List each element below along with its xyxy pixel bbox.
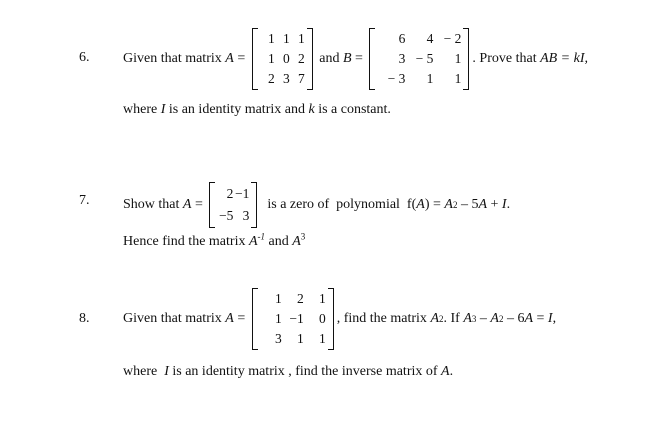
statement-text: is an identity matrix and (165, 102, 309, 117)
question-number: 7. (79, 193, 90, 208)
right-bracket (251, 182, 257, 228)
statement-text: Show that (123, 197, 183, 212)
right-bracket (463, 28, 469, 90)
statement-text: – 6 (503, 311, 525, 326)
statement-text: . Prove that (472, 51, 541, 66)
matrix-cell: 3 (398, 51, 406, 66)
matrix-row (377, 29, 461, 49)
matrix-cell: 2 (226, 186, 234, 201)
matrix-cell: 3 (242, 208, 250, 223)
matrix-cell: − 5 (415, 51, 434, 66)
matrix-cell: 1 (267, 31, 275, 46)
matrix-cell: 1 (297, 31, 305, 46)
matrix-cell: 4 (426, 31, 434, 46)
variable: A (430, 311, 439, 326)
matrix-cell: 1 (282, 31, 290, 46)
matrix-cell: − 2 (443, 31, 462, 46)
question-8-statement: Given that matrix A = 1 2 1 1 −1 0 3 1 1 , find the matrix A 2 . If A 3 – A 2 – 6 A = I , (123, 288, 556, 350)
matrix-row (217, 183, 249, 205)
matrix-cell: 7 (297, 71, 305, 86)
variable: A (463, 311, 472, 326)
matrix-variable: B (342, 51, 352, 66)
equation-text: AB = kI, (540, 51, 589, 66)
statement-text: + (487, 197, 502, 212)
matrix-cell: 0 (282, 51, 290, 66)
matrix-variable: A (225, 51, 234, 66)
statement-text: Hence find the matrix (123, 234, 249, 249)
matrix-row (377, 69, 461, 89)
matrix-cell: 1 (267, 51, 275, 66)
matrix-cell: −1 (234, 186, 250, 201)
exponent: 3 (300, 231, 306, 242)
matrix-row (260, 309, 326, 329)
variable: A (292, 234, 301, 249)
matrix-row (377, 49, 461, 69)
question-6-statement (123, 28, 588, 90)
equals-sign: = (191, 197, 207, 212)
matrix-cell: 1 (318, 291, 326, 306)
statement-text: = (533, 311, 548, 326)
variable: I (164, 364, 169, 379)
equals-sign: = (351, 51, 367, 66)
matrix-cell: 1 (454, 71, 462, 86)
matrix-cell: 1 (296, 331, 304, 346)
matrix-variable: A (225, 311, 234, 326)
matrix-row (260, 329, 326, 349)
variable: I (160, 102, 166, 117)
matrix-cell: 6 (398, 31, 406, 46)
variable: I (501, 197, 507, 212)
matrix-row (217, 205, 249, 227)
statement-text: – (476, 311, 491, 326)
statement-text: – 5 (457, 197, 479, 212)
statement-text: , (552, 311, 557, 326)
statement-text: where (123, 364, 165, 379)
matrix-cell: 0 (318, 311, 326, 326)
question-number: 8. (79, 311, 90, 326)
matrix-cell: 3 (282, 71, 290, 86)
matrix-row (260, 289, 326, 309)
statement-text: is a constant. (314, 102, 391, 117)
statement-text: and (265, 234, 293, 249)
statement-text: . If (443, 311, 464, 326)
statement-text: ) = (424, 197, 445, 212)
question-8-line-2 (123, 364, 453, 380)
question-7-statement: Show that A = 2 −1 −5 3 is a zero of polynomial f( A ) = A 2 – 5 A + I . (123, 182, 510, 228)
variable: A (416, 197, 425, 212)
statement-text: and (315, 51, 343, 66)
matrix-cell: 2 (267, 71, 275, 86)
matrix-a (252, 288, 334, 350)
variable: A (441, 364, 450, 379)
matrix-cell: 2 (296, 291, 304, 306)
question-number: 6. (79, 50, 90, 65)
matrix-row (260, 69, 305, 89)
variable: A (444, 197, 453, 212)
matrix-variable: A (182, 197, 192, 212)
statement-text: Given that matrix (123, 51, 226, 66)
matrix-cell: −5 (218, 208, 234, 223)
variable: A (478, 197, 488, 212)
matrix-a (252, 28, 313, 90)
variable: I (547, 311, 553, 326)
question-7-line-2 (123, 231, 306, 250)
equals-sign: = (233, 311, 249, 326)
matrix-cell: 2 (297, 51, 305, 66)
matrix-cell: 1 (274, 311, 282, 326)
variable: A (490, 311, 499, 326)
matrix-cell: 1 (454, 51, 462, 66)
matrix-cell: 1 (318, 331, 326, 346)
matrix-cell: 1 (426, 71, 434, 86)
matrix-a (209, 182, 257, 228)
statement-text: Given that matrix (123, 311, 226, 326)
exponent: -1 (257, 231, 266, 242)
statement-text: is an identity matrix , find the inverse matrix of (168, 364, 442, 379)
variable: k (308, 102, 315, 117)
statement-text: where (123, 102, 161, 117)
statement-text: . (449, 364, 454, 379)
question-6-line-2 (123, 102, 391, 118)
variable: A (524, 311, 534, 326)
statement-text: is a zero of polynomial f( (260, 197, 417, 212)
right-bracket (307, 28, 313, 90)
matrix-cell: 3 (274, 331, 282, 346)
matrix-row (260, 29, 305, 49)
matrix-b (369, 28, 469, 90)
matrix-row (260, 49, 305, 69)
variable: A (248, 234, 258, 249)
statement-text: , find the matrix (336, 311, 431, 326)
right-bracket (328, 288, 334, 350)
equals-sign: = (233, 51, 249, 66)
matrix-cell: − 3 (387, 71, 406, 86)
statement-text: . (506, 197, 511, 212)
matrix-cell: 1 (274, 291, 282, 306)
matrix-cell: −1 (289, 311, 304, 326)
